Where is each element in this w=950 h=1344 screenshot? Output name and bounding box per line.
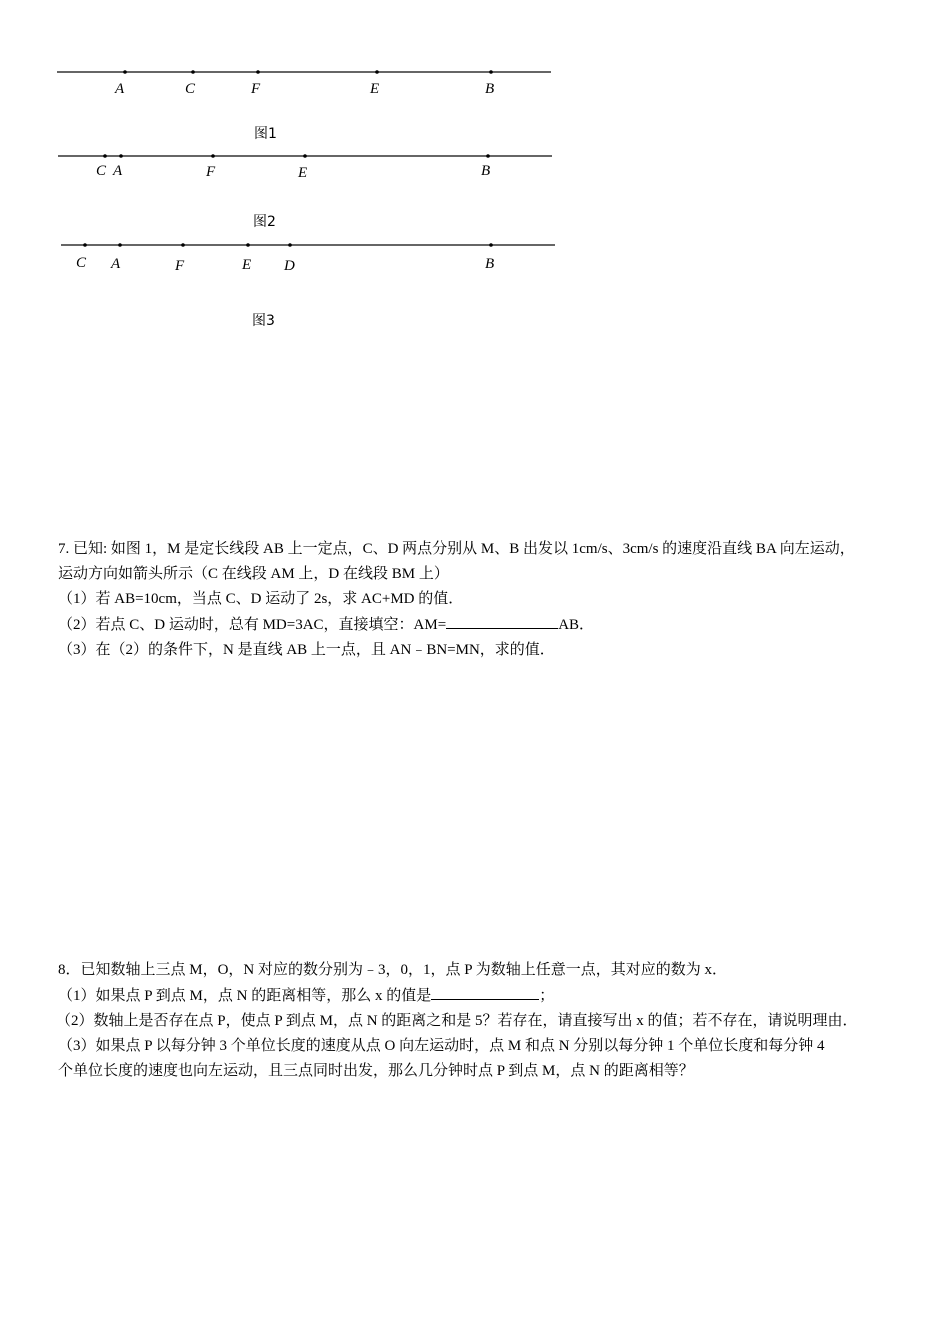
problem-7-answer-blank[interactable]	[446, 612, 558, 629]
problem-8-question-2: （2）数轴上是否存在点 P，使点 P 到点 M，点 N 的距离之和是 5？若存在，请直接写出 x 的值；若不存在，请说明理由．	[56, 1013, 858, 1029]
problem-7-question-1: （1）若 AB=10cm，当点 C、D 运动了 2s，求 AC+MD 的值．	[58, 591, 464, 607]
figure-1-point-c	[191, 70, 195, 74]
figure-1-label-f: F	[251, 81, 261, 97]
problem-7-question-2-suffix: AB．	[558, 617, 595, 633]
figure-3-label-b: B	[485, 256, 495, 272]
problem-8-question-3-line-2: 个单位长度的速度也向左运动，且三点同时出发，那么几分钟时点 P 到点 M，点 N 的距离相等？	[58, 1063, 694, 1079]
figure-3-point-a	[118, 243, 122, 247]
figure-3-point-b	[489, 243, 493, 247]
figure-3-label-e: E	[242, 257, 252, 273]
figure-3	[61, 243, 555, 274]
figure-2-label-c: C	[96, 163, 107, 179]
figure-1-point-f	[256, 70, 260, 74]
problem-8-question-3-line-1: （3）如果点 P 以每分钟 3 个单位长度的速度从点 O 向左运动时，点 M 和点 N 分别以每分钟 1 个单位长度和每分钟 4	[58, 1038, 825, 1054]
figure-1-label-c: C	[185, 81, 196, 97]
figure-1-label-b: B	[485, 81, 495, 97]
problem-8-answer-blank[interactable]	[431, 983, 539, 1000]
figure-3-caption: 图3	[252, 313, 275, 329]
figure-3-label-f: F	[175, 258, 185, 274]
figure-3-point-c	[83, 243, 87, 247]
figure-1	[57, 70, 551, 97]
figure-diagrams	[0, 0, 600, 340]
figure-2-point-c	[103, 154, 107, 158]
problem-8-question-1-text: （1）如果点 P 到点 M，点 N 的距离相等，那么 x 的值是	[58, 988, 432, 1004]
problem-7	[58, 537, 908, 663]
figure-2-point-f	[211, 154, 215, 158]
figure-2-point-e	[303, 154, 307, 158]
figure-1-caption: 图1	[254, 126, 277, 142]
problem-7-statement-line-1: 7. 已知: 如图 1，M 是定长线段 AB 上一定点，C、D 两点分别从 M、B 出发以 1cm/s、3cm/s 的速度沿直线 BA 向左运动，	[58, 541, 855, 557]
figure-3-point-e	[246, 243, 250, 247]
figure-2-label-f: F	[206, 164, 216, 180]
problem-7-question-3: （3）在（2）的条件下，N 是直线 AB 上一点，且 AN﹣BN=MN，求的值．	[58, 642, 555, 658]
problem-8	[58, 958, 908, 1084]
figure-1-label-a: A	[115, 81, 125, 97]
figure-2-point-a	[119, 154, 123, 158]
problem-7-question-2-text: （2）若点 C、D 运动时，总有 MD=3AC，直接填空：AM=	[58, 617, 447, 633]
figure-2	[58, 154, 552, 181]
figure-1-label-e: E	[370, 81, 380, 97]
figures	[0, 0, 600, 340]
figure-3-point-d	[288, 243, 292, 247]
figure-2-label-a: A	[113, 163, 123, 179]
figure-3-label-c: C	[76, 255, 87, 271]
figure-2-label-b: B	[481, 163, 491, 179]
figure-1-point-a	[123, 70, 127, 74]
problem-7-statement-line-2: 运动方向如箭头所示（C 在线段 AM 上，D 在线段 BM 上）	[58, 566, 449, 582]
figure-2-point-b	[486, 154, 490, 158]
problem-8-question-1	[58, 983, 908, 1009]
problem-8-statement: 8．已知数轴上三点 M，O，N 对应的数分别为﹣3，0，1，点 P 为数轴上任意一点，其对应的数为 x．	[58, 962, 728, 978]
figure-1-point-e	[375, 70, 379, 74]
figure-2-label-e: E	[298, 165, 308, 181]
problem-8-question-1-suffix: ；	[539, 988, 555, 1004]
figure-3-label-a: A	[111, 256, 121, 272]
problem-7-question-2	[58, 612, 908, 638]
figure-2-caption: 图2	[253, 214, 276, 230]
figure-1-point-b	[489, 70, 493, 74]
figure-3-point-f	[181, 243, 185, 247]
figure-3-label-d: D	[284, 258, 295, 274]
